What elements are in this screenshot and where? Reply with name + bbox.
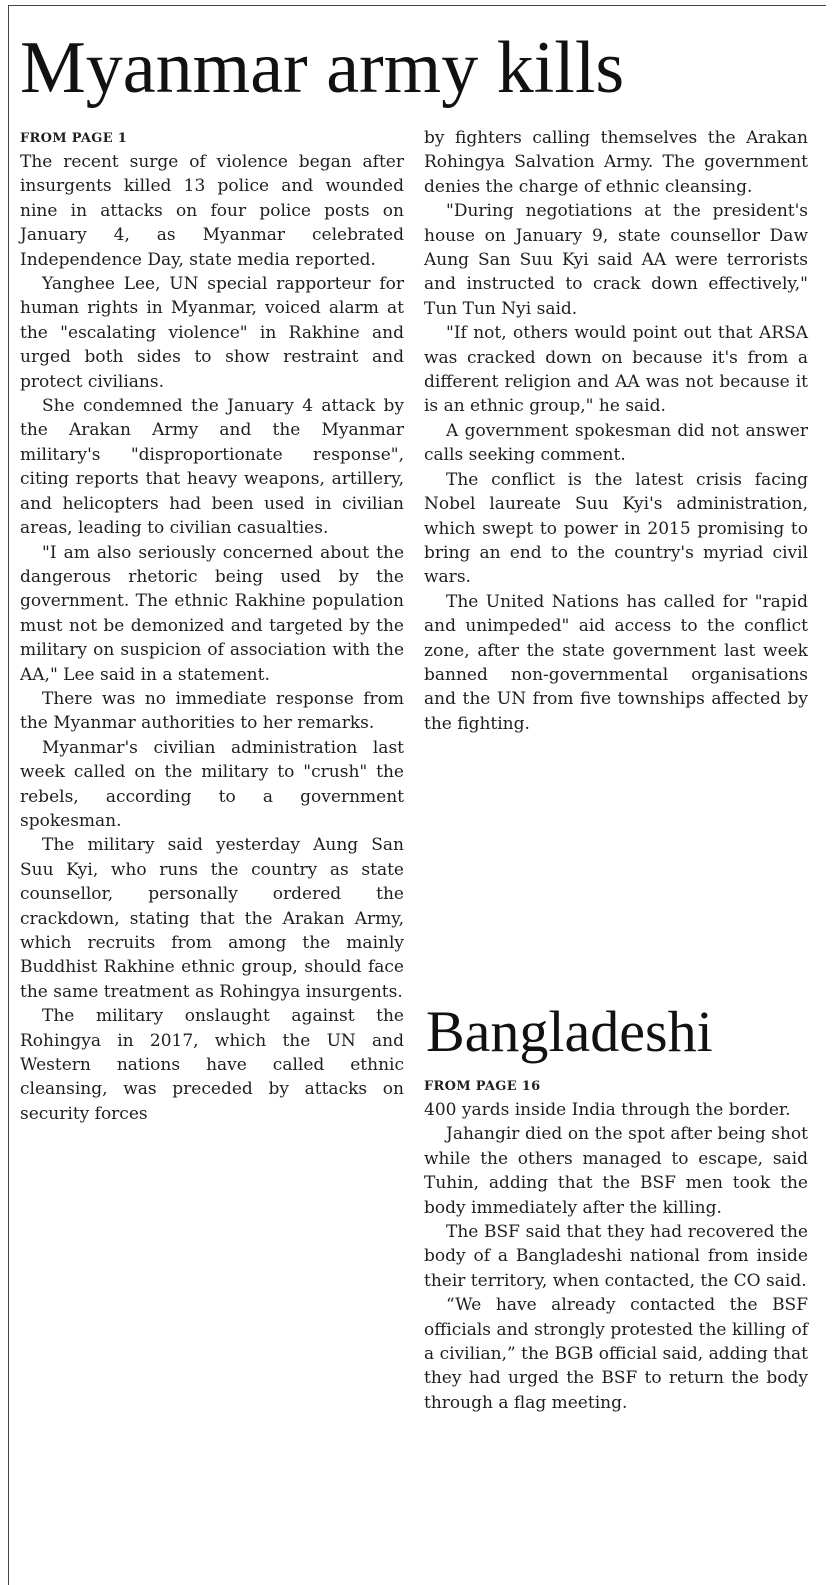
article-paragraph: The recent surge of violence began after insurgents killed 13 police and wounded nine in attacks on four police posts on January 4, as Myanmar celebrated Independence Day, state media reported. (20, 152, 404, 270)
article-paragraph: The military onslaught against the Rohingya in 2017, which the UN and Western nations have called ethnic cleansing, was preceded by attacks on security forces (20, 1006, 404, 1124)
article-paragraph: "If not, others would point out that ARSA was cracked down on because it's from a different religion and AA was not because it is an ethnic group," he said. (424, 323, 808, 417)
article-paragraph: The BSF said that they had recovered the body of a Bangladeshi national from inside their territory, when contacted, the CO said. (424, 1222, 808, 1291)
article-headline: Myanmar army kills (20, 27, 625, 109)
article-paragraph: "I am also seriously concerned about the dangerous rhetoric being used by the government. The ethnic Rakhine population must not be demonized and targeted by the military on suspicion of association with the AA," Lee said in a statement. (20, 542, 404, 685)
article-column-right (424, 126, 808, 736)
continuation-kicker: FROM PAGE 16 (424, 1079, 541, 1094)
second-article-headline: Bangladeshi (426, 999, 713, 1064)
article-paragraph: There was no immediate response from the Myanmar authorities to her remarks. (20, 688, 404, 734)
article-paragraph: She condemned the January 4 attack by the Arakan Army and the Myanmar military's "disproportionate response", citing reports that heavy weapons, artillery, and helicopters had been used in civilian areas, leading to civilian casualties. (20, 396, 404, 539)
article-column-left (20, 128, 404, 1126)
second-article-column (424, 1076, 808, 1415)
article-paragraph: The conflict is the latest crisis facing Nobel laureate Suu Kyi's administration, which swept to power in 2015 promising to bring an end to the country's myriad civil wars. (424, 469, 808, 588)
article-paragraph: The United Nations has called for "rapid and unimpeded" aid access to the conflict zone, after the state government last week banned non-governmental organisations and the UN from five townships affected by the fighting. (424, 591, 808, 734)
article-paragraph: "During negotiations at the president's house on January 9, state counsellor Daw Aung San Suu Kyi said AA were terrorists and instructed to crack down effectively," Tun Tun Nyi said. (424, 201, 808, 319)
article-paragraph: 400 yards inside India through the border. (424, 1100, 791, 1120)
article-paragraph: by fighters calling themselves the Arakan Rohingya Salvation Army. The government denies the charge of ethnic cleansing. (424, 128, 808, 197)
article-paragraph: Jahangir died on the spot after being shot while the others managed to escape, said Tuhin, adding that the BSF men took the body immediately after the killing. (424, 1124, 808, 1218)
article-paragraph: A government spokesman did not answer calls seeking comment. (424, 420, 808, 466)
article-paragraph: The military said yesterday Aung San Suu Kyi, who runs the country as state counsellor, personally ordered the crackdown, stating that the Arakan Army, which recruits from among the mainly Buddhist Rakhine ethnic group, should face the same treatment as Rohingya insurgents. (20, 835, 404, 1002)
article-paragraph: “We have already contacted the BSF officials and strongly protested the killing of a civilian,” the BGB official said, adding that they had urged the BSF to return the body through a flag meeting. (424, 1295, 808, 1413)
article-paragraph: Myanmar's civilian administration last week called on the military to "crush" the rebels, according to a government spokesman. (20, 737, 404, 831)
article-paragraph: Yanghee Lee, UN special rapporteur for human rights in Myanmar, voiced alarm at the "escalating violence" in Rakhine and urged both sides to show restraint and protect civilians. (20, 274, 404, 392)
continuation-kicker: FROM PAGE 1 (20, 131, 128, 146)
